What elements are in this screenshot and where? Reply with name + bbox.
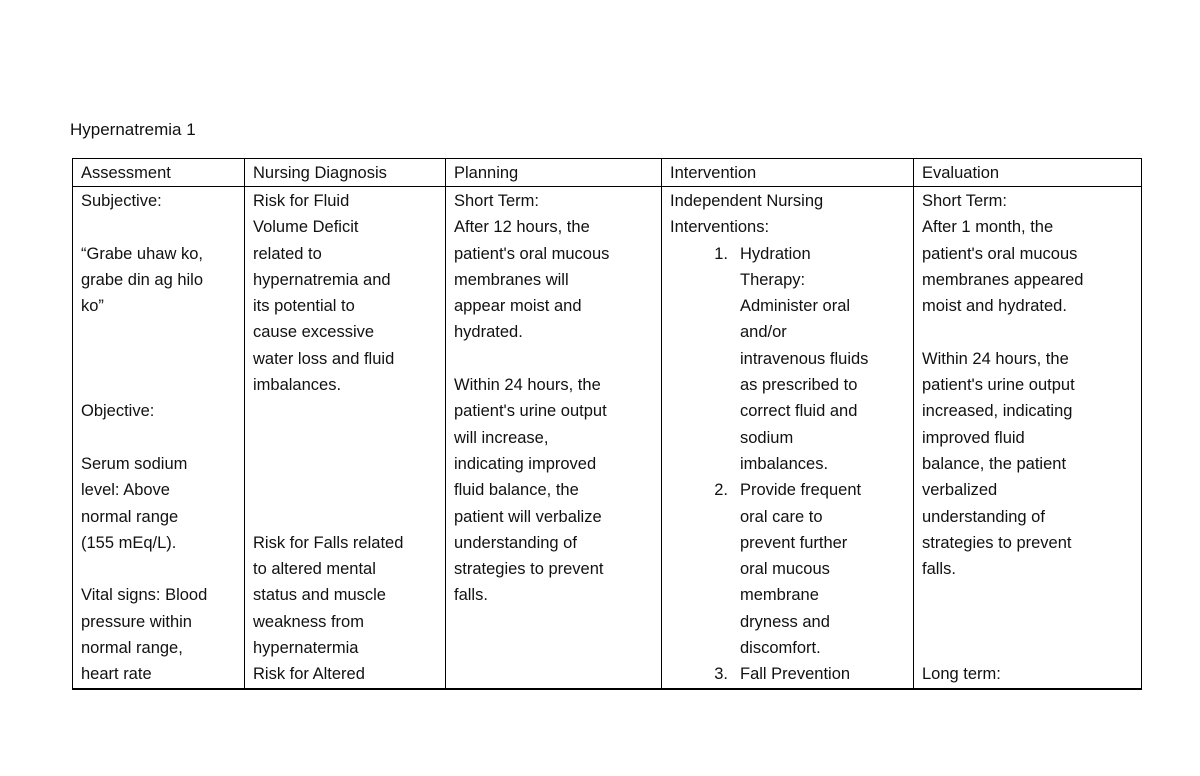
diagnosis-line: imbalances. [253, 376, 342, 395]
table-bottom-edge [72, 688, 1142, 690]
list-number: 1. [714, 244, 728, 263]
header-assessment: Assessment [73, 159, 245, 187]
planning-line: patient's urine output [454, 402, 607, 421]
diagnosis-line: cause excessive [253, 323, 375, 342]
diagnosis-line: Risk for Fluid [253, 192, 350, 210]
diagnosis-line: Risk for Falls related [253, 533, 404, 552]
intervention-heading: Independent Nursing [670, 192, 824, 210]
sodium-finding-line: (155 mEq/L). [81, 533, 177, 552]
planning-cell [446, 187, 662, 689]
intervention-list-item [670, 477, 907, 661]
planning-line: Within 24 hours, the [454, 376, 601, 395]
sodium-finding-line: normal range [81, 507, 179, 526]
header-nursing-diagnosis: Nursing Diagnosis [245, 159, 446, 187]
intervention-heading: Interventions: [670, 218, 770, 237]
vital-signs-line: pressure within [81, 612, 192, 631]
evaluation-line: After 1 month, the [922, 218, 1054, 237]
diagnosis-line: hypernatermia [253, 639, 359, 658]
list-number: 3. [714, 665, 728, 684]
planning-line: membranes will [454, 270, 569, 289]
planning-line: hydrated. [454, 323, 523, 342]
intervention-line: oral mucous [740, 560, 830, 579]
evaluation-line: falls. [922, 560, 956, 579]
diagnosis-line: Volume Deficit [253, 218, 359, 237]
diagnosis-line: its potential to [253, 297, 355, 316]
evaluation-line: understanding of [922, 507, 1045, 526]
patient-quote-line: grabe din ag hilo [81, 270, 204, 289]
intervention-line: correct fluid and [740, 402, 858, 421]
intervention-list-item [670, 241, 907, 478]
intervention-line: Therapy: [740, 270, 806, 289]
evaluation-line: strategies to prevent [922, 533, 1072, 552]
planning-line: patient's oral mucous [454, 244, 610, 263]
list-number: 2. [714, 481, 728, 500]
nursing-care-plan-table [72, 158, 1142, 689]
patient-quote-line: “Grabe uhaw ko, [81, 244, 203, 263]
diagnosis-line: hypernatremia and [253, 270, 391, 289]
intervention-line: as prescribed to [740, 376, 858, 395]
diagnosis-line: Risk for Altered [253, 665, 365, 684]
planning-line: fluid balance, the [454, 481, 579, 500]
document-title: Hypernatremia 1 [70, 120, 196, 139]
evaluation-cell [914, 187, 1141, 689]
evaluation-line: Within 24 hours, the [922, 349, 1069, 368]
patient-quote-line: ko” [81, 297, 104, 316]
intervention-line: and/or [740, 323, 787, 342]
intervention-line: intravenous fluids [740, 349, 869, 368]
planning-line: understanding of [454, 533, 577, 552]
vital-signs-line: Vital signs: Blood [81, 586, 208, 605]
intervention-line: membrane [740, 586, 819, 605]
intervention-line: discomfort. [740, 639, 821, 658]
intervention-line: oral care to [740, 507, 823, 526]
diagnosis-line: status and muscle [253, 586, 386, 605]
vital-signs-line: normal range, [81, 639, 183, 658]
planning-line: indicating improved [454, 454, 597, 473]
planning-line: strategies to prevent [454, 560, 604, 579]
header-intervention: Intervention [662, 159, 914, 187]
diagnosis-line: to altered mental [253, 560, 376, 579]
evaluation-line: patient's oral mucous [922, 244, 1078, 263]
planning-line: falls. [454, 586, 488, 605]
intervention-line: Provide frequent [740, 481, 862, 500]
diagnosis-line: weakness from [253, 612, 364, 631]
intervention-cell [662, 187, 914, 689]
intervention-line: prevent further [740, 533, 848, 552]
evaluation-line: balance, the patient [922, 454, 1067, 473]
assessment-cell [73, 187, 245, 689]
sodium-finding-line: Serum sodium [81, 454, 188, 473]
short-term-label: Short Term: [922, 192, 1007, 210]
short-term-label: Short Term: [454, 192, 539, 210]
intervention-line: Administer oral [740, 297, 851, 316]
evaluation-line: improved fluid [922, 428, 1025, 447]
evaluation-line: membranes appeared [922, 270, 1084, 289]
evaluation-line: verbalized [922, 481, 998, 500]
objective-label: Objective: [81, 402, 155, 421]
diagnosis-line: water loss and fluid [253, 349, 395, 368]
header-evaluation: Evaluation [914, 159, 1141, 187]
planning-line: patient will verbalize [454, 507, 602, 526]
intervention-line: dryness and [740, 612, 830, 631]
intervention-line: Hydration [740, 244, 811, 263]
header-planning: Planning [446, 159, 662, 187]
planning-line: will increase, [454, 428, 549, 447]
evaluation-line: moist and hydrated. [922, 297, 1067, 316]
intervention-list-item [670, 661, 907, 687]
evaluation-line: increased, indicating [922, 402, 1073, 421]
subjective-label: Subjective: [81, 192, 162, 210]
sodium-finding-line: level: Above [81, 481, 170, 500]
evaluation-line: patient's urine output [922, 376, 1075, 395]
planning-line: appear moist and [454, 297, 582, 316]
planning-line: After 12 hours, the [454, 218, 590, 237]
diagnosis-cell [245, 187, 446, 689]
diagnosis-line: related to [253, 244, 322, 263]
intervention-line: Fall Prevention [740, 665, 851, 684]
intervention-line: sodium [740, 428, 794, 447]
intervention-line: imbalances. [740, 454, 829, 473]
vital-signs-line: heart rate [81, 665, 152, 684]
long-term-label: Long term: [922, 665, 1001, 684]
